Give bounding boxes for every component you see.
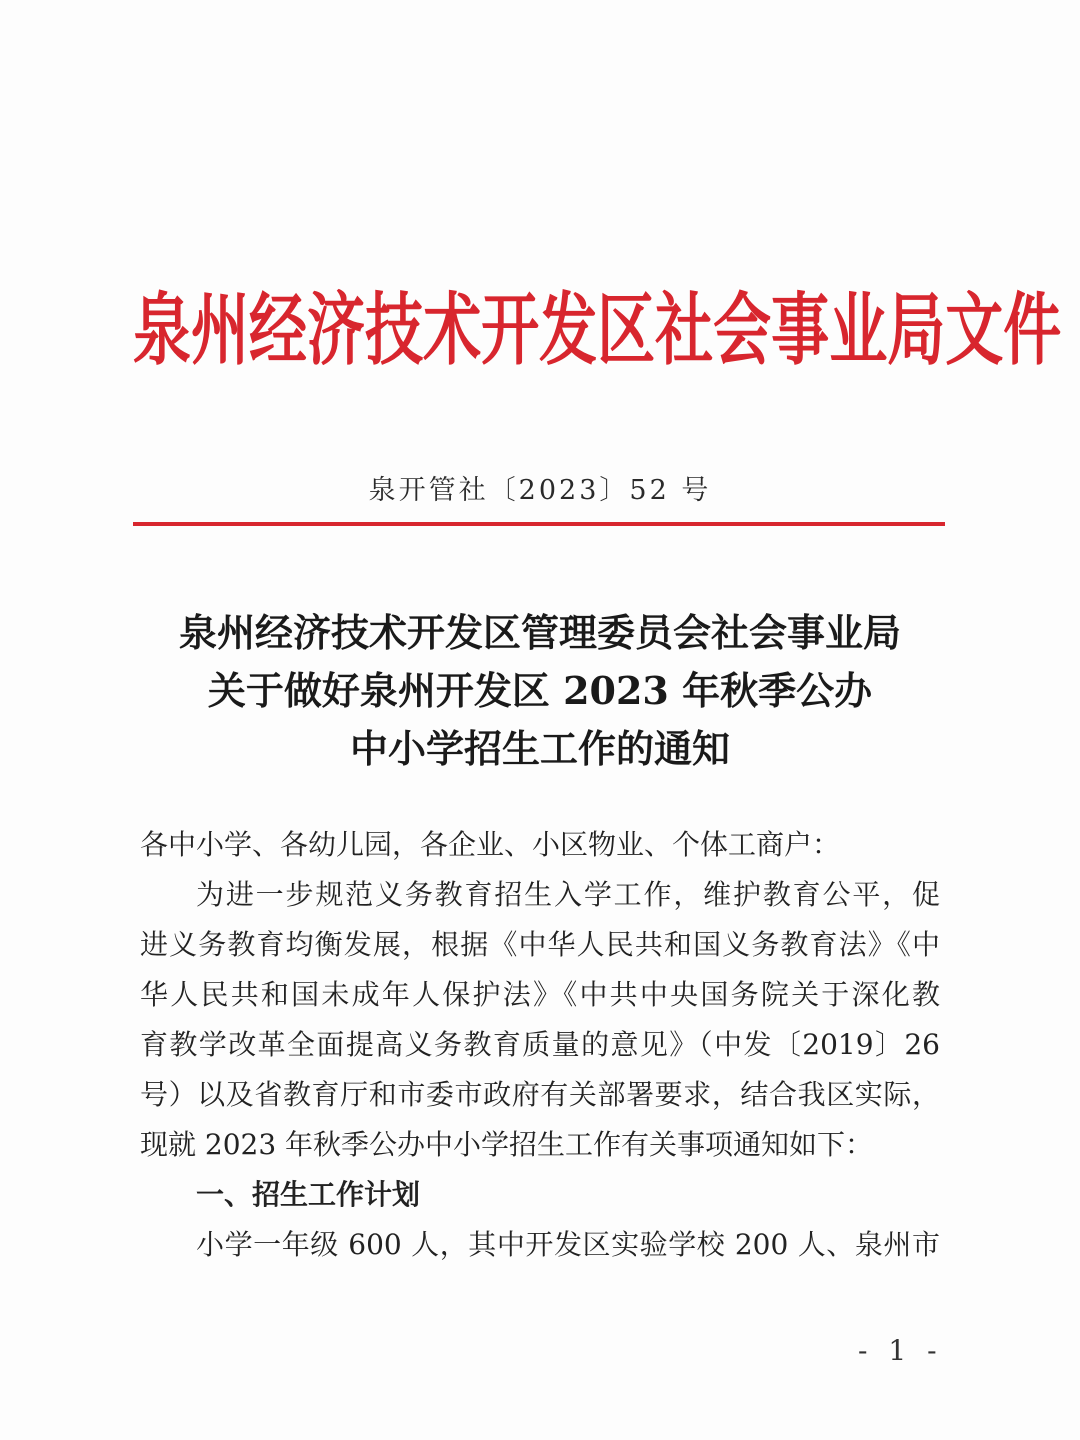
title-line: 中小学招生工作的通知 [349, 726, 730, 771]
paragraph-line: 进义务教育均衡发展，根据《中华人民共和国义务教育法》《中 [140, 928, 940, 961]
document-number: 泉开管社〔2023〕52 号 [368, 475, 712, 506]
title-line: 泉州经济技术开发区管理委员会社会事业局 [178, 610, 901, 655]
header-char: 会 [713, 283, 772, 376]
header-char: 件 [1003, 283, 1062, 376]
page-number: - 1 - [858, 1334, 943, 1367]
section-heading: 一、招生工作计划 [196, 1178, 421, 1211]
header-char: 术 [423, 283, 482, 376]
document-header [133, 249, 1062, 398]
paragraph-line: 为进一步规范义务教育招生入学工作，维护教育公平，促 [196, 878, 940, 911]
title-line: 关于做好泉州开发区 2023 年秋季公办 [207, 668, 873, 713]
header-char: 业 [829, 283, 888, 376]
document-title [0, 604, 1080, 778]
header-char: 事 [771, 283, 830, 376]
salutation: 各中小学、各幼儿园，各企业、小区物业、个体工商户： [140, 828, 841, 861]
header-char: 社 [655, 283, 714, 376]
paragraph-line: 育教学改革全面提高义务教育质量的意见》（中发〔2019〕26 [140, 1028, 940, 1061]
header-char: 经 [249, 283, 308, 376]
header-char: 技 [365, 283, 424, 376]
paragraph-line: 小学一年级 600 人，其中开发区实验学校 200 人、泉州市 [196, 1228, 940, 1261]
header-char: 州 [191, 283, 250, 376]
paragraph-line: 现就 2023 年秋季公办中小学招生工作有关事项通知如下： [140, 1128, 874, 1161]
paragraph-line: 号）以及省教育厅和市委市政府有关部署要求，结合我区实际， [140, 1078, 940, 1111]
document-body [140, 820, 940, 1270]
header-char: 局 [887, 283, 946, 376]
header-char: 泉 [133, 283, 192, 376]
header-char: 文 [945, 283, 1004, 376]
header-char: 济 [307, 283, 366, 376]
header-char: 区 [597, 283, 656, 376]
header-char: 开 [481, 283, 540, 376]
paragraph-line: 华人民共和国未成年人保护法》《中共中央国务院关于深化教 [140, 978, 940, 1011]
red-divider-line [133, 522, 945, 526]
header-char: 发 [539, 283, 598, 376]
